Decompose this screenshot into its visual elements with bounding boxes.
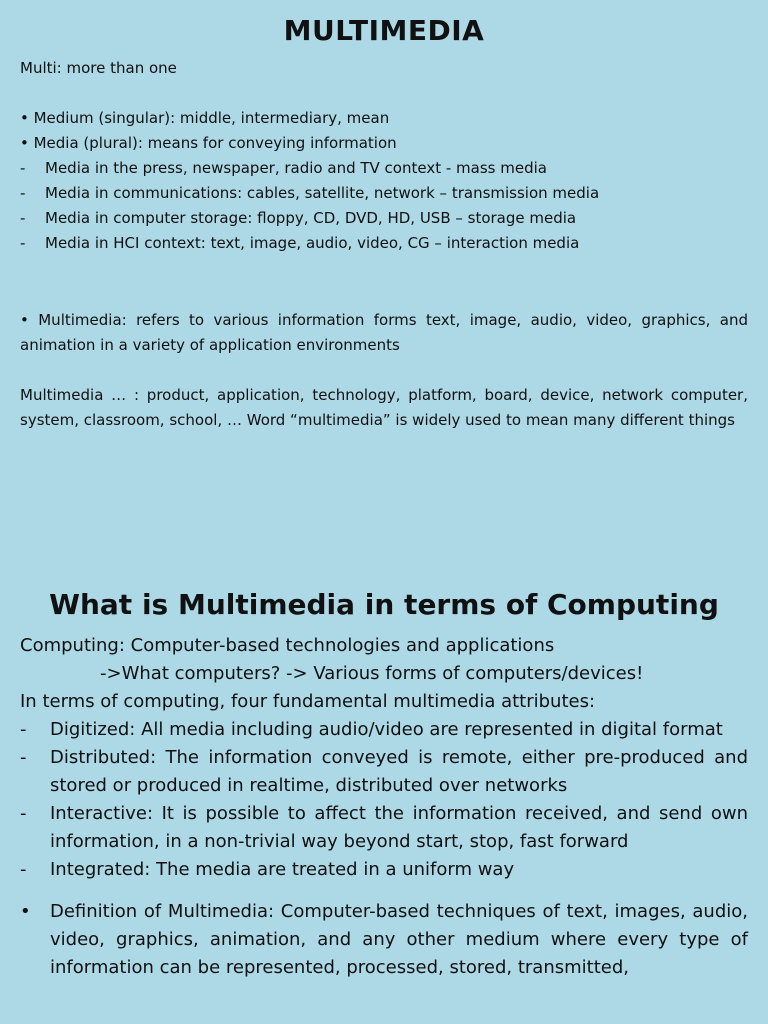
- slide-computing: [0, 580, 768, 1024]
- attributes-intro: In terms of computing, four fundamental multimedia attributes:: [20, 691, 596, 712]
- slide-title: What is Multimedia in terms of Computing: [49, 588, 719, 621]
- attribute-integrated: - Integrated: The media are treated in a uniform way: [20, 859, 515, 880]
- computing-line: Computing: Computer-based technologies and applications: [20, 635, 555, 656]
- slide-body: [20, 632, 748, 982]
- slide-body: [20, 56, 748, 433]
- intro-line: Multi: more than one: [20, 59, 177, 77]
- dash-item-interaction-media: - Media in HCI context: text, image, audio, video, CG – interaction media: [20, 234, 580, 252]
- dash-item-transmission-media: - Media in communications: cables, satellite, network – transmission media: [20, 184, 600, 202]
- multimedia-definition: • Multimedia: refers to various information forms text, image, audio, video, graphics, and animation in a variety of application environments: [20, 311, 748, 354]
- dash-item-mass-media: - Media in the press, newspaper, radio and TV context - mass media: [20, 159, 547, 177]
- bullet-medium: • Medium (singular): middle, intermediary, mean: [20, 109, 390, 127]
- computers-line: ->What computers? -> Various forms of computers/devices!: [100, 663, 644, 684]
- multimedia-usage: Multimedia … : product, application, technology, platform, board, device, network computer, system, classroom, school, … Word “multimedia” is widely used to mean many different things: [20, 386, 748, 429]
- attribute-interactive: - Interactive: It is possible to affect the information received, and send own information, in a non-trivial way beyond start, stop, fast forward: [20, 803, 748, 852]
- dash-item-storage-media: - Media in computer storage: floppy, CD, DVD, HD, USB – storage media: [20, 209, 577, 227]
- attribute-distributed: - Distributed: The information conveyed is remote, either pre-produced and stored or produced in realtime, distributed over networks: [20, 747, 748, 796]
- attribute-digitized: - Digitized: All media including audio/video are represented in digital format: [20, 719, 723, 740]
- slide-title: MULTIMEDIA: [283, 14, 485, 47]
- bullet-media: • Media (plural): means for conveying information: [20, 134, 397, 152]
- multimedia-definition-computing: • Definition of Multimedia: Computer-based techniques of text, images, audio, video, graphics, animation, and any other medium where every type of information can be represented, processed, stored, transmitted,: [20, 901, 748, 978]
